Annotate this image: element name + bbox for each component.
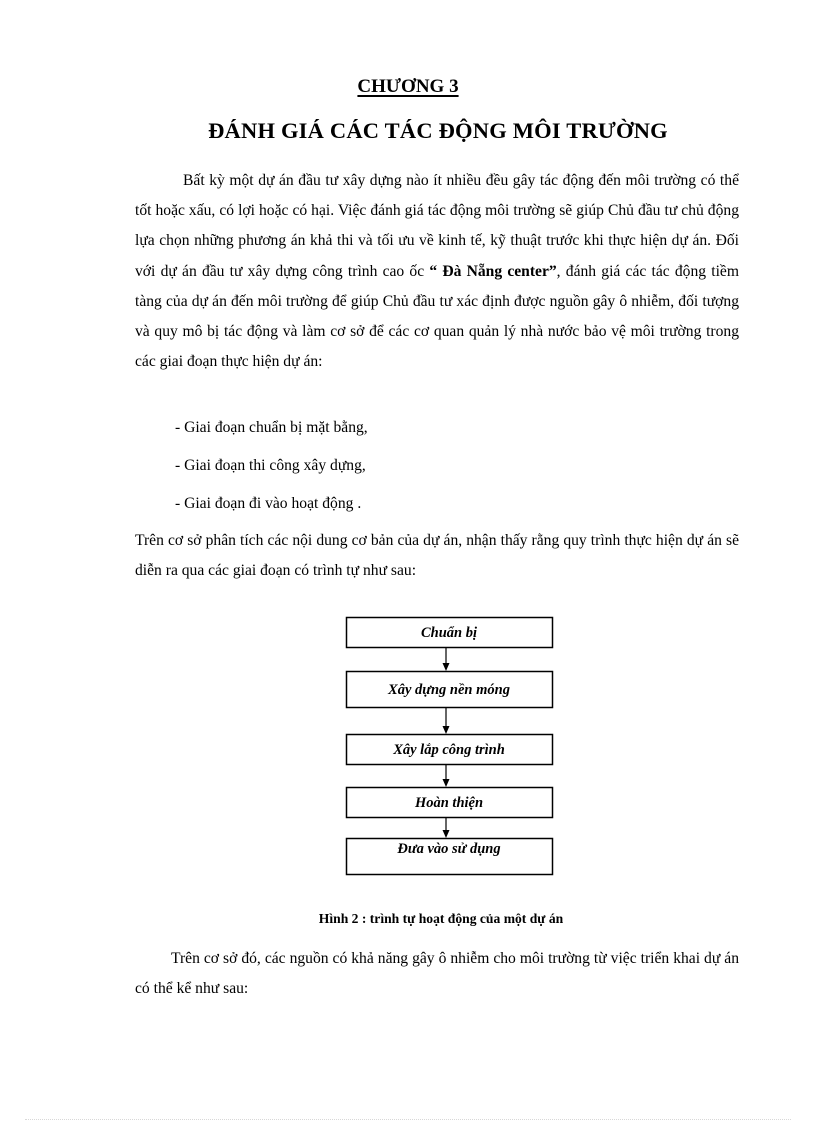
project-name: “ Đà Nẵng center” [429,262,557,280]
flow-step-label: Xây lắp công trình [393,742,505,758]
flow-arrowhead-1 [443,663,450,671]
figure-caption: Hình 2 : trình tự hoạt động của một dự án [318,911,564,926]
chapter-title: ĐÁNH GIÁ CÁC TÁC ĐỘNG MÔI TRƯỜNG [208,118,668,143]
intro-text-1: Bất kỳ một dự án đầu tư xây dựng nào ít nhiều đều gây tác động đến môi trường có thể tốt hoặc xấu, có lợi hoặc có hại. Việc đánh giá tác động môi trường sẽ giúp Chủ đầu tư chủ động lựa chọn những phương án khả thi và tối ưu về kinh tế, kỹ thuật trước khi thực hiện dự án. Đối với dự án đầu tư xây dựng công trình cao ốc [135,172,739,280]
phase-item: - Giai đoạn chuẩn bị mặt bằng, [175,419,368,436]
page-bottom-divider [25,1119,791,1120]
flow-step-label: Chuẩn bị [420,625,478,641]
flow-step-label: Đưa vào sử dụng [397,841,501,857]
flow-step-label: Hoàn thiện [414,795,484,811]
process-intro-paragraph: Trên cơ sở phân tích các nội dung cơ bản của dự án, nhận thấy rằng quy trình thực hiện dự án sẽ diễn ra qua các giai đoạn có trình tự như sau: [135,532,739,580]
phase-item: - Giai đoạn thi công xây dựng, [175,457,366,474]
phase-item: - Giai đoạn đi vào hoạt động . [175,495,362,512]
intro-text-2: , đánh giá các tác động tiềm tàng của dự án đến môi trường để giúp Chủ đầu tư xác định được nguồn gây ô nhiễm, đối tượng và quy mô bị tác động và làm cơ sở để các cơ quan quản lý nhà nước bảo vệ môi trường trong các giai đoạn thực hiện dự án: [135,262,739,371]
flow-arrowhead-2 [443,726,450,734]
flow-arrowhead-3 [443,779,450,787]
chapter-heading: CHƯƠNG 3 [357,76,459,97]
closing-paragraph: Trên cơ sở đó, các nguồn có khả năng gây ô nhiễm cho môi trường từ việc triển khai dự án có thể kể như sau: [135,950,739,998]
flow-step-label: Xây dựng nền móng [388,682,510,698]
